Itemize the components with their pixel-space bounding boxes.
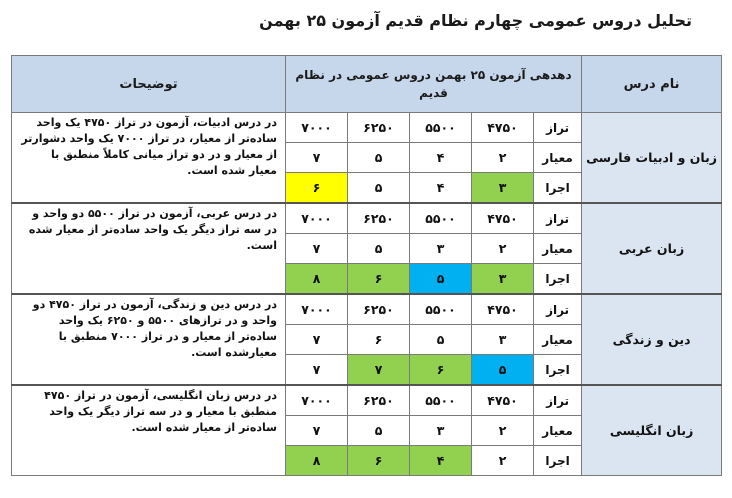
row-label-ejra: اجرا bbox=[534, 446, 582, 476]
value-cell-ejra: ۲ bbox=[472, 446, 534, 476]
header-range: دهدهی آزمون ۲۵ بهمن دروس عمومی در نظام قدیم bbox=[286, 56, 582, 113]
subject-name: دین و زندگی bbox=[582, 294, 722, 385]
subject-description: در درس زبان انگلیسی، آزمون در تراز ۴۷۵۰ منطبق با معیار و در سه تراز دیگر یک واحد ساده‌تر از معیار شده است. bbox=[12, 385, 286, 476]
value-cell-ejra: ۳ bbox=[472, 264, 534, 295]
value-cell-meyar: ۳ bbox=[410, 416, 472, 446]
value-cell-taraz: ۶۲۵۰ bbox=[348, 385, 410, 416]
value-cell-taraz: ۴۷۵۰ bbox=[472, 203, 534, 234]
row-label-taraz: تراز bbox=[534, 203, 582, 234]
value-cell-meyar: ۲ bbox=[472, 234, 534, 264]
table-row bbox=[12, 385, 722, 416]
value-cell-ejra: ۵ bbox=[410, 264, 472, 295]
value-cell-taraz: ۵۵۰۰ bbox=[410, 203, 472, 234]
value-cell-meyar: ۷ bbox=[286, 416, 348, 446]
value-cell-ejra: ۶ bbox=[348, 264, 410, 295]
value-cell-taraz: ۶۲۵۰ bbox=[348, 203, 410, 234]
row-label-meyar: معیار bbox=[534, 325, 582, 355]
value-cell-ejra: ۷ bbox=[348, 355, 410, 386]
value-cell-taraz: ۶۲۵۰ bbox=[348, 294, 410, 325]
table-row bbox=[12, 294, 722, 325]
header-subject-name: نام درس bbox=[582, 56, 722, 113]
row-label-meyar: معیار bbox=[534, 416, 582, 446]
value-cell-meyar: ۵ bbox=[348, 234, 410, 264]
subject-name: زبان و ادبیات فارسی bbox=[582, 113, 722, 204]
row-label-taraz: تراز bbox=[534, 113, 582, 143]
row-label-meyar: معیار bbox=[534, 234, 582, 264]
value-cell-meyar: ۵ bbox=[348, 143, 410, 173]
value-cell-meyar: ۷ bbox=[286, 325, 348, 355]
value-cell-ejra: ۸ bbox=[286, 446, 348, 476]
value-cell-taraz: ۵۵۰۰ bbox=[410, 385, 472, 416]
value-cell-taraz: ۷۰۰۰ bbox=[286, 203, 348, 234]
value-cell-taraz: ۴۷۵۰ bbox=[472, 113, 534, 143]
row-label-meyar: معیار bbox=[534, 143, 582, 173]
value-cell-meyar: ۳ bbox=[410, 234, 472, 264]
value-cell-taraz: ۴۷۵۰ bbox=[472, 385, 534, 416]
value-cell-ejra: ۵ bbox=[348, 173, 410, 204]
row-label-taraz: تراز bbox=[534, 385, 582, 416]
header-row bbox=[12, 56, 722, 113]
header-description: توضیحات bbox=[12, 56, 286, 113]
row-label-taraz: تراز bbox=[534, 294, 582, 325]
value-cell-ejra: ۷ bbox=[286, 355, 348, 386]
value-cell-taraz: ۷۰۰۰ bbox=[286, 385, 348, 416]
value-cell-ejra: ۸ bbox=[286, 264, 348, 295]
value-cell-meyar: ۴ bbox=[410, 143, 472, 173]
row-label-ejra: اجرا bbox=[534, 264, 582, 295]
subject-description: در درس عربی، آزمون در تراز ۵۵۰۰ دو واحد و در سه تراز دیگر یک واحد ساده‌تر از معیار شده است. bbox=[12, 203, 286, 294]
value-cell-taraz: ۵۵۰۰ bbox=[410, 294, 472, 325]
value-cell-ejra: ۴ bbox=[410, 173, 472, 204]
value-cell-meyar: ۵ bbox=[348, 416, 410, 446]
row-label-ejra: اجرا bbox=[534, 355, 582, 386]
subject-description: در درس دین و زندگی، آزمون در تراز ۴۷۵۰ دو واحد و در ترازهای ۵۵۰۰ و ۶۲۵۰ یک واحد ساده‌تر از معیار و در تراز ۷۰۰۰ منطبق با معیارشده است. bbox=[12, 294, 286, 385]
value-cell-meyar: ۷ bbox=[286, 234, 348, 264]
value-cell-ejra: ۴ bbox=[410, 446, 472, 476]
table-row bbox=[12, 203, 722, 234]
value-cell-meyar: ۲ bbox=[472, 416, 534, 446]
page-title: تحلیل دروس عمومی چهارم نظام قدیم آزمون ۲۵ بهمن bbox=[259, 11, 692, 30]
value-cell-meyar: ۶ bbox=[348, 325, 410, 355]
value-cell-meyar: ۳ bbox=[472, 325, 534, 355]
value-cell-taraz: ۷۰۰۰ bbox=[286, 113, 348, 143]
value-cell-meyar: ۵ bbox=[410, 325, 472, 355]
value-cell-ejra: ۳ bbox=[472, 173, 534, 204]
value-cell-ejra: ۶ bbox=[286, 173, 348, 204]
value-cell-ejra: ۵ bbox=[472, 355, 534, 386]
value-cell-taraz: ۶۲۵۰ bbox=[348, 113, 410, 143]
value-cell-meyar: ۷ bbox=[286, 143, 348, 173]
value-cell-taraz: ۴۷۵۰ bbox=[472, 294, 534, 325]
value-cell-ejra: ۶ bbox=[410, 355, 472, 386]
table-row bbox=[12, 113, 722, 143]
subject-name: زبان انگلیسی bbox=[582, 385, 722, 476]
subject-description: در درس ادبیات، آزمون در تراز ۴۷۵۰ یک واحد ساده‌تر از معیار، در تراز ۷۰۰۰ یک واحد دشوارتر از معیار و در دو تراز میانی کاملاً منطبق با معیار شده است. bbox=[12, 113, 286, 204]
value-cell-taraz: ۵۵۰۰ bbox=[410, 113, 472, 143]
analysis-table bbox=[11, 55, 722, 476]
value-cell-ejra: ۶ bbox=[348, 446, 410, 476]
value-cell-meyar: ۲ bbox=[472, 143, 534, 173]
row-label-ejra: اجرا bbox=[534, 173, 582, 204]
value-cell-taraz: ۷۰۰۰ bbox=[286, 294, 348, 325]
subject-name: زبان عربی bbox=[582, 203, 722, 294]
